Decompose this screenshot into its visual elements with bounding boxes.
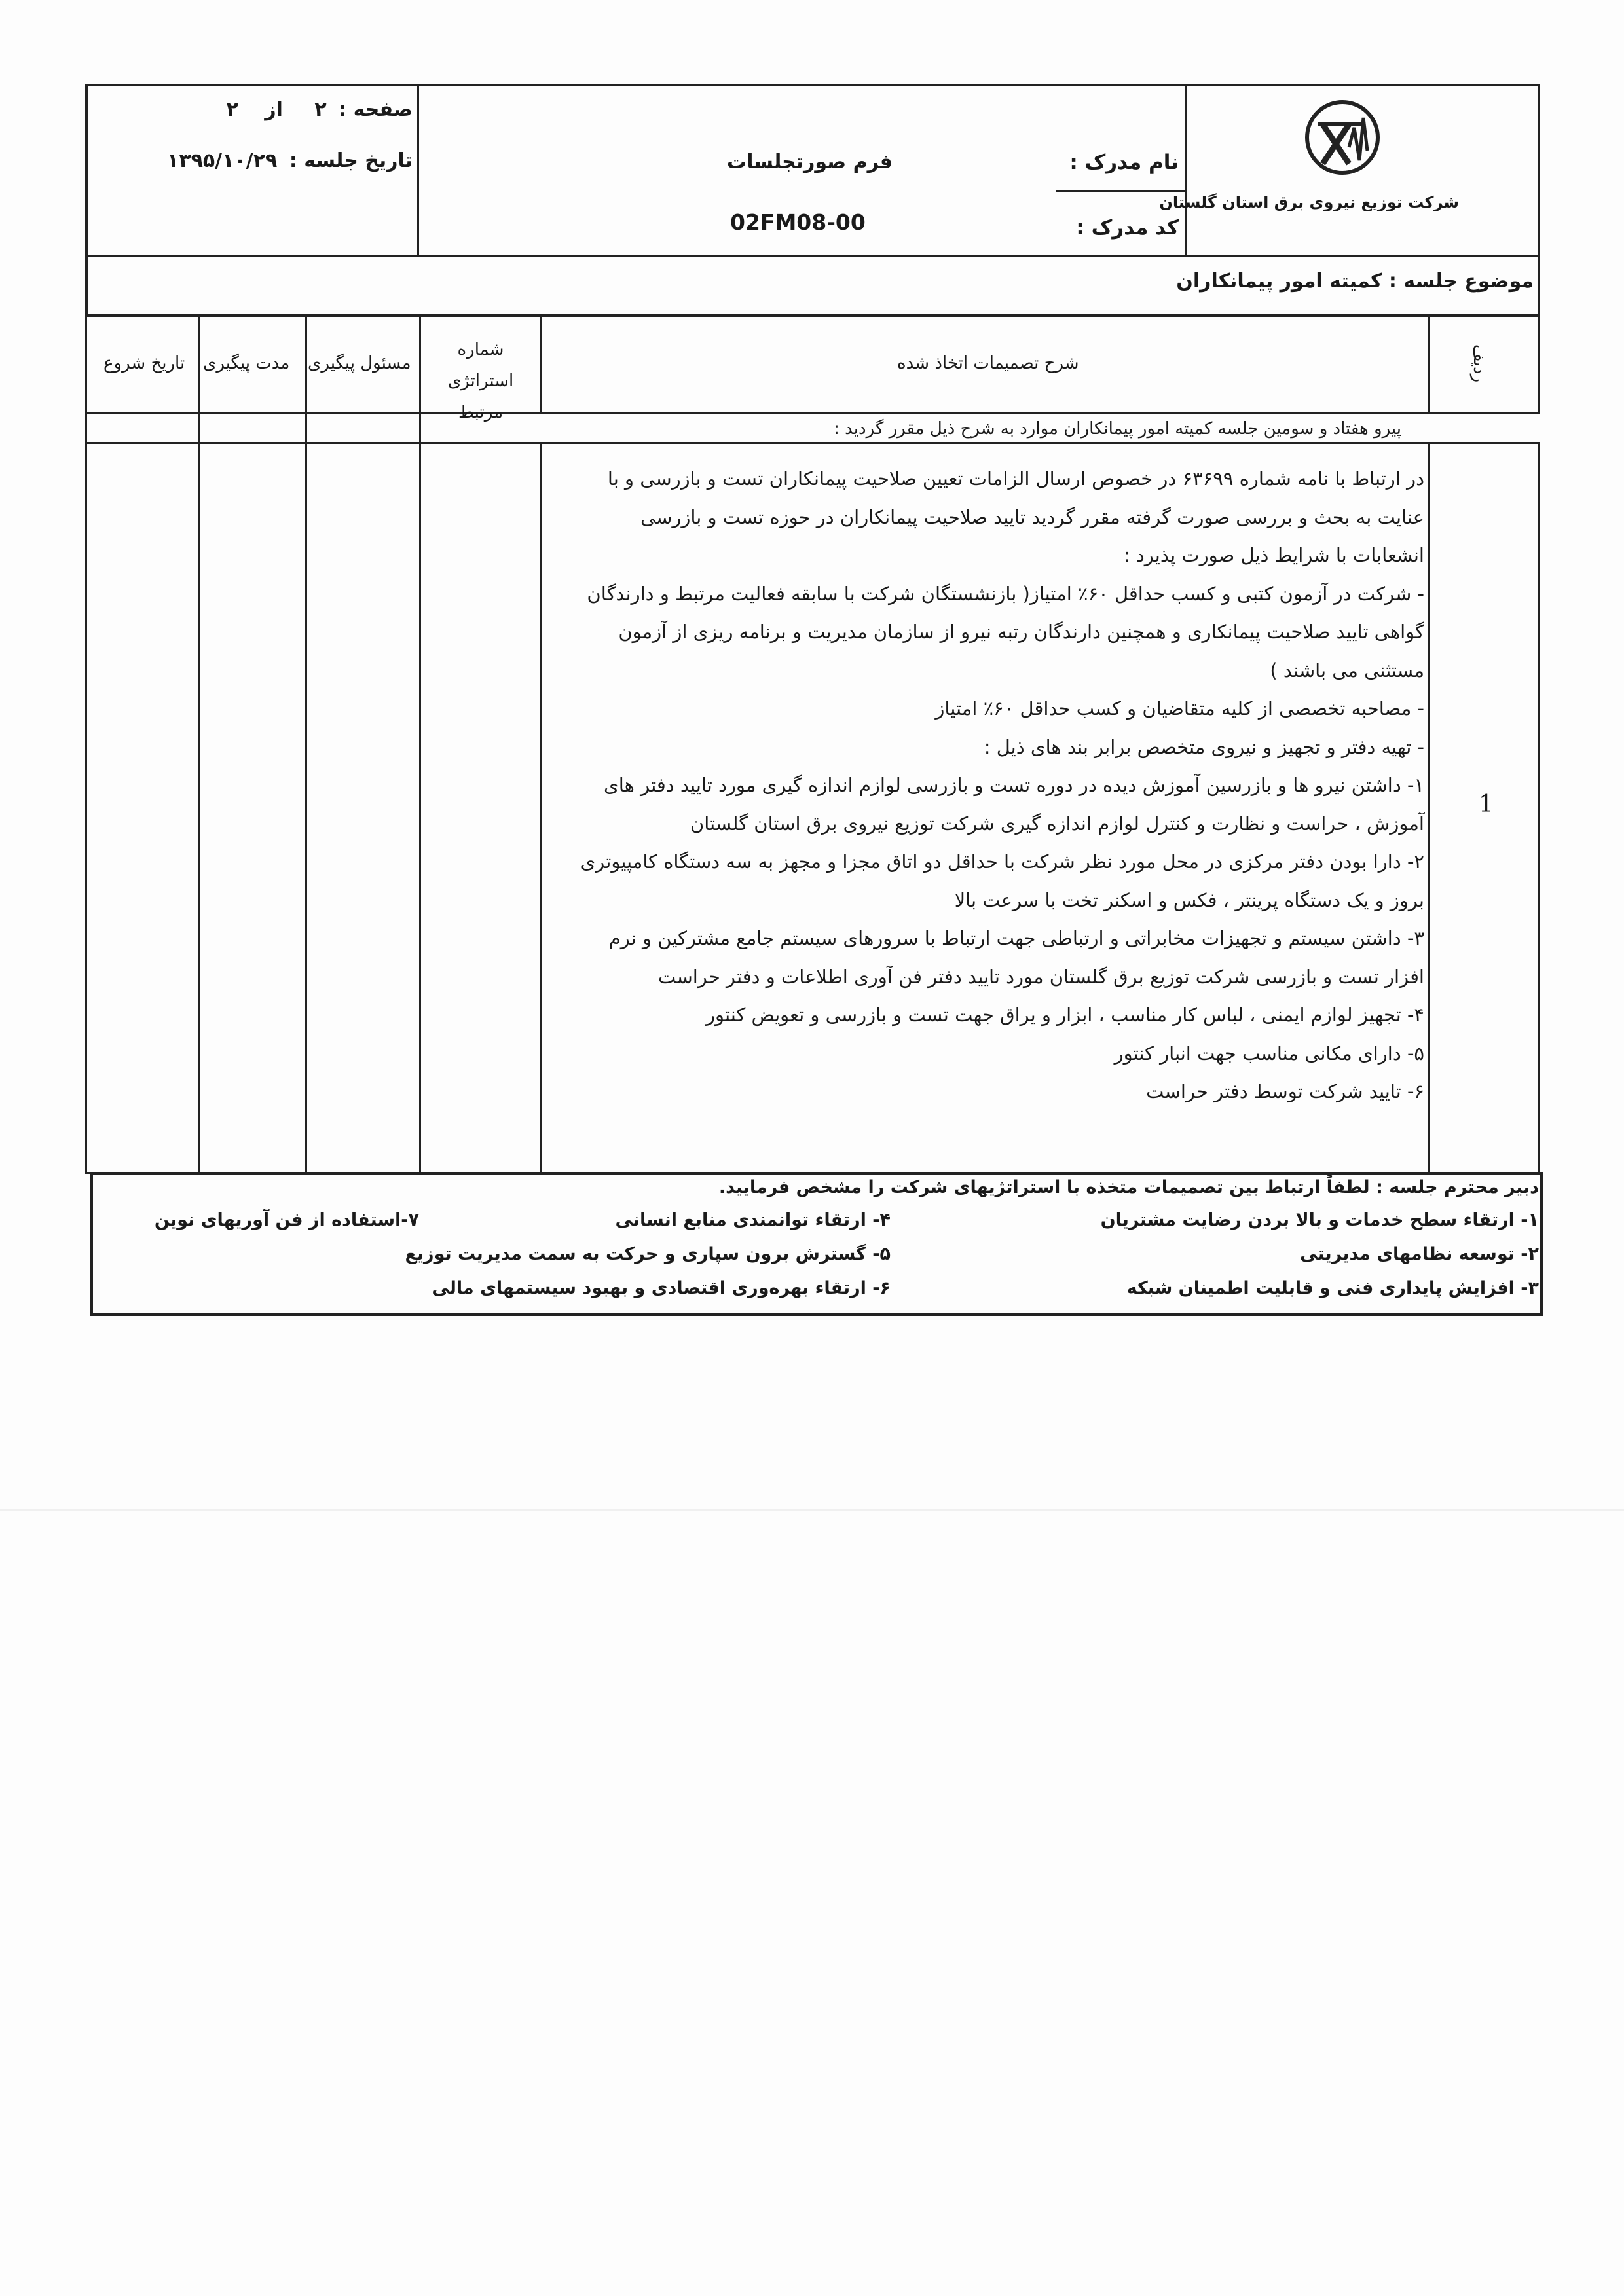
page-info	[196, 98, 413, 131]
decision-line: ۲- دارا بودن دفتر مرکزی در محل مورد نظر شرکت با حداقل دو اتاق مجزا و مجهز به سه دستگاه کامپیوتری	[580, 850, 1424, 873]
page-of: از	[265, 98, 283, 121]
date-label: تاریخ جلسه :	[289, 149, 413, 172]
row-number: 1	[1479, 791, 1494, 818]
col-header-decisions: شرح تصمیمات اتخاذ شده	[897, 354, 1079, 373]
doc-code-label: کد مدرک :	[1076, 216, 1179, 240]
company-logo-icon	[1303, 98, 1382, 177]
strategy-item: ۲- توسعه نظامهای مدیریتی	[1300, 1244, 1539, 1264]
paper-fold	[0, 1509, 1624, 1511]
doc-name-label: نام مدرک :	[1069, 151, 1179, 174]
strategy-item: ۴- ارتقاء توانمندی منابع انسانی	[615, 1210, 891, 1230]
col-header-duration: مدت پیگیری	[203, 354, 290, 373]
decision-line: عنایت به بحث و بررسی صورت گرفته مقرر گردید تایید صلاحیت پیمانکاران در حوزه تست و بازرسی	[640, 505, 1424, 528]
strategy-item: ۵- گسترش برون سپاری و حرکت به سمت مدیریت توزیع	[405, 1244, 891, 1264]
company-name: شرکت توزیع نیروی برق استان گلستان	[1159, 193, 1459, 211]
decision-line: آموزش ، حراست و نظارت و کنترل لوازم اندازه گیری شرکت توزیع نیروی برق استان گلستان	[690, 812, 1424, 835]
intro-line: پیرو هفتاد و سومین جلسه کمیته امور پیمانکاران موارد به شرح ذیل مقرر گردید :	[834, 419, 1401, 439]
page-total: ۲	[226, 98, 238, 121]
decision-line: - تهیه دفتر و تجهیز و نیروی متخصص برابر بند های ذیل :	[984, 735, 1424, 758]
subject-value: کمیته امور پیمانکاران	[1176, 270, 1382, 293]
decision-line: ۶- تایید شرکت توسط دفتر حراست	[1146, 1080, 1424, 1102]
page-label: صفحه :	[339, 98, 413, 121]
decision-line: انشعابات با شرایط ذیل صورت پذیرد :	[1123, 544, 1424, 566]
decision-line: مستثنی می باشند )	[1270, 659, 1424, 682]
decision-line: ۵- دارای مکانی مناسب جهت انبار کنتور	[1114, 1042, 1424, 1065]
col-header-responsible: مسئول پیگیری	[308, 354, 411, 373]
decision-line: بروز و یک دستگاه پرینتر ، فکس و اسکنر تخت با سرعت بالا	[954, 888, 1424, 911]
strategy-item: ۶- ارتقاء بهره‌وری اقتصادی و بهبود سیستمهای مالی	[432, 1278, 891, 1298]
col-header-strategy	[422, 334, 539, 428]
date-value: ۱۳۹۵/۱۰/۲۹	[166, 149, 278, 172]
decision-line: - مصاحبه تخصصی از کلیه متقاضیان و کسب حداقل ۶۰٪ امتیاز	[935, 697, 1424, 720]
form-title: فرم صورتجلسات	[727, 151, 893, 173]
strategy-item: ۷-استفاده از فن آوریهای نوین	[154, 1210, 419, 1230]
decision-line: افزار تست و بازرسی شرکت توزیع برق گلستان مورد تایید دفتر فن آوری اطلاعات و دفتر حراست	[658, 965, 1424, 988]
form-code: 02FM08-00	[730, 210, 866, 235]
subject	[1176, 270, 1534, 293]
col-header-row: ردیف	[1469, 344, 1490, 383]
strategy-header-line1: شماره استراتژی	[447, 340, 514, 391]
strategy-header-line2: مرتبط	[458, 403, 504, 422]
decisions-text	[547, 460, 1424, 1111]
decision-line: ۳- داشتن سیستم و تجهیزات مخابراتی و ارتباطی جهت ارتباط با سرورهای سیستم جامع مشترکین و نرم	[608, 927, 1424, 949]
strategy-item: ۱- ارتقاء سطح خدمات و بالا بردن رضایت مشتریان	[1100, 1210, 1539, 1230]
page-current: ۲	[314, 98, 327, 121]
meeting-date	[164, 149, 413, 182]
col-header-start: تاریخ شروع	[103, 354, 185, 373]
decision-line: در ارتباط با نامه شماره ۶۳۶۹۹ در خصوص ارسال الزامات تعیین صلاحیت پیمانکاران تست و بازرسی و با	[607, 467, 1424, 490]
decision-line: گواهی تایید صلاحیت پیمانکاری و همچنین دارندگان رتبه نیرو از سازمان مدیریت و برنامه ریزی از آزمون	[618, 621, 1424, 643]
decision-line: - شرکت در آزمون کتبی و کسب حداقل ۶۰٪ امتیاز( بازنشستگان شرکت با سابقه فعالیت مرتبط و دارندگان	[587, 582, 1424, 605]
decision-line: ۱- داشتن نیرو ها و بازرسین آموزش دیده در دوره تست و بازرسی لوازم اندازه گیری مورد تایید دفتر های	[604, 774, 1424, 796]
footer-note: دبیر محترم جلسه : لطفاً ارتباط بین تصمیمات متخذه با استراتژیهای شرکت را مشخص فرمایید.	[718, 1177, 1539, 1197]
decision-line: ۴- تجهیز لوازم ایمنی ، لباس کار مناسب ، ابزار و یراق جهت تست و بازرسی و تعویض کنتور	[706, 1004, 1424, 1026]
subject-label: موضوع جلسه :	[1388, 270, 1534, 293]
strategy-item: ۳- افزایش پایداری فنی و قابلیت اطمینان شبکه	[1126, 1278, 1539, 1298]
